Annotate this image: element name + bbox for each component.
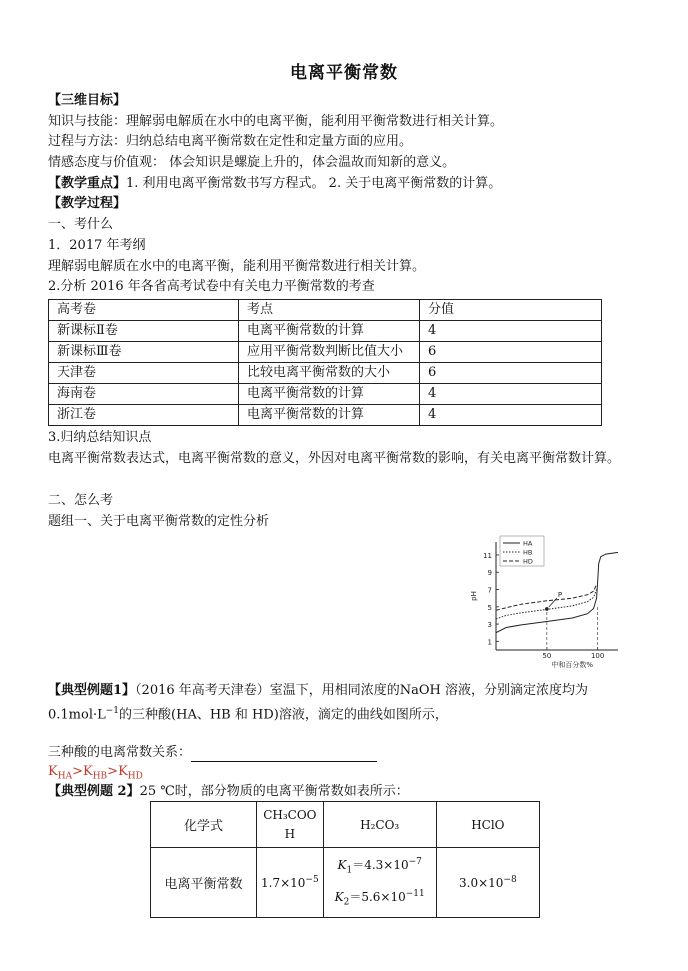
header-cell: 考点 [239, 300, 420, 321]
table-cell: 电离平衡常数的计算 [239, 405, 420, 426]
k-subscript: HA [57, 771, 73, 782]
table-header-row [49, 300, 602, 321]
point-p-arrow [549, 598, 557, 607]
legend-label: HA [523, 539, 533, 548]
example-one-question [48, 744, 377, 762]
example-one-label: 【典型例题1】 [48, 683, 136, 698]
table-cell: 海南卷 [49, 384, 239, 405]
example-one-text-2: 的三种酸(HA、HB 和 HD)溶液，滴定的曲线如图所示， [119, 707, 448, 723]
table-row [49, 363, 602, 384]
y-tick-label: 5 [487, 603, 492, 612]
table-cell: 电离平衡常数的计算 [239, 321, 420, 342]
point-p-marker [545, 607, 549, 611]
y-tick-label: 9 [487, 569, 492, 578]
page-title: 电离平衡常数 [290, 63, 398, 83]
goal-knowledge: 知识与技能：理解弱电解质在水中的电离平衡，能利用平衡常数进行相关计算。 [48, 114, 504, 129]
greater-than: > [107, 764, 119, 779]
k-subscript: HD [127, 771, 143, 782]
focus-text: 1. 利用电离平衡常数书写方程式。 2. 关于电离平衡常数的计算。 [126, 176, 502, 191]
point-p-label: P [557, 590, 563, 599]
k2-symbol: K [334, 890, 344, 905]
constant-cell [436, 848, 539, 918]
section-one-heading: 一、考什么 [48, 217, 114, 232]
k-symbol: K [118, 764, 128, 779]
constant-base: 1.7×10 [261, 875, 306, 890]
k2-subscript: 2 [343, 897, 350, 908]
k1-symbol: K [337, 858, 347, 872]
y-tick-label: 1 [487, 638, 492, 647]
item-one-text: 理解弱电解质在水中的电离平衡，能利用平衡常数进行相关计算。 [48, 259, 426, 274]
k-symbol: K [82, 764, 93, 779]
constant-row [151, 848, 540, 918]
table-cell: 新课标Ⅲ卷 [49, 342, 239, 363]
formula-cell: H₂CO₃ [323, 802, 436, 848]
concentration-exponent: −1 [105, 706, 120, 716]
legend-label: HD [523, 557, 533, 566]
y-tick-label: 11 [483, 551, 492, 560]
constant-cell [323, 848, 436, 918]
y-axis-label: pH [470, 591, 478, 601]
table-row [49, 342, 602, 363]
series-line-hb [496, 590, 597, 619]
table-cell: 4 [420, 384, 602, 405]
constant-exponent: −8 [503, 874, 517, 885]
table-row [49, 321, 602, 342]
formula-row [151, 802, 540, 848]
k1-subscript: 1 [346, 865, 353, 876]
k1-line [328, 850, 432, 882]
header-cell: 高考卷 [49, 300, 239, 321]
k-symbol: K [48, 764, 58, 779]
table-cell: 电离平衡常数的计算 [239, 384, 420, 405]
constant-cell [257, 848, 324, 918]
k2-value: ＝5.6×10 [349, 890, 406, 905]
goal-emotion: 情感态度与价值观： 体会知识是螺旋上升的，体会温故而知新的意义。 [48, 155, 456, 170]
k1-exponent: −7 [408, 857, 422, 867]
row-label: 化学式 [151, 802, 257, 848]
x-axis-label: 中和百分数% [551, 661, 594, 669]
question-group-one: 题组一、关于电离平衡常数的定性分析 [48, 514, 270, 529]
item-three-heading: 3.归纳总结知识点 [48, 430, 152, 445]
y-tick-label: 7 [487, 586, 492, 595]
table-cell: 比较电离平衡常数的大小 [239, 363, 420, 384]
answer-blank [191, 749, 377, 762]
y-tick-label: 3 [487, 621, 492, 630]
x-tick-label: 50 [542, 652, 552, 660]
ionization-constant-table [150, 801, 540, 918]
table-cell: 4 [420, 405, 602, 426]
header-cell: 分值 [420, 300, 602, 321]
exam-analysis-table [48, 299, 602, 426]
table-cell: 6 [420, 342, 602, 363]
example-one-line-2 [48, 702, 448, 724]
example-two-line [48, 783, 409, 801]
example-two-label: 【典型例题 2】 [48, 784, 140, 799]
table-cell: 新课标Ⅱ卷 [49, 321, 239, 342]
series-line-hd [496, 584, 597, 610]
table-cell: 天津卷 [49, 363, 239, 384]
question-text: 三种酸的电离常数关系： [48, 745, 192, 760]
item-one-heading: 1．2017 年考纲 [48, 238, 146, 253]
process-heading: 【教学过程】 [48, 196, 127, 211]
example-two-text: 25 ℃时，部分物质的电离平衡常数如表所示： [139, 784, 409, 799]
greater-than: > [72, 764, 83, 779]
table-cell: 应用平衡常数判断比值大小 [239, 342, 420, 363]
formula-cell: HClO [436, 802, 539, 848]
k1-value: ＝4.3×10 [352, 858, 409, 872]
formula-cell: CH₃COOH [257, 802, 324, 848]
example-one-text: （2016 年高考天津卷）室温下，用相同浓度的NaOH 溶液，分别滴定浓度均为 [135, 683, 589, 698]
constant-base: 3.0×10 [459, 875, 504, 890]
item-three-text: 电离平衡常数表达式，电离平衡常数的意义，外因对电离平衡常数的影响，有关电离平衡常数计算。 [48, 451, 621, 466]
concentration-text: 0.1mol·L [48, 707, 106, 723]
table-row [49, 384, 602, 405]
row-label: 电离平衡常数 [151, 848, 257, 918]
table-row [49, 405, 602, 426]
x-tick-label: 100 [590, 652, 605, 660]
item-two-heading: 2.分析 2016 年各省高考试卷中有关电力平衡常数的考查 [48, 279, 375, 294]
k2-line [328, 882, 432, 914]
constant-exponent: −5 [305, 874, 319, 885]
legend-label: HB [523, 548, 533, 557]
goal-process: 过程与方法：归纳总结电离平衡常数在定性和定量方面的应用。 [48, 134, 413, 149]
teaching-focus [48, 175, 501, 193]
titration-chart [466, 532, 626, 670]
focus-label: 【教学重点】 [48, 176, 127, 191]
k2-exponent: −11 [405, 889, 425, 900]
k-subscript: HB [92, 771, 108, 782]
section-two-heading: 二、怎么考 [48, 493, 114, 508]
example-one-line-1 [48, 682, 588, 700]
table-cell: 浙江卷 [49, 405, 239, 426]
table-cell: 4 [420, 321, 602, 342]
goals-heading: 【三维目标】 [48, 93, 127, 108]
table-cell: 6 [420, 363, 602, 384]
